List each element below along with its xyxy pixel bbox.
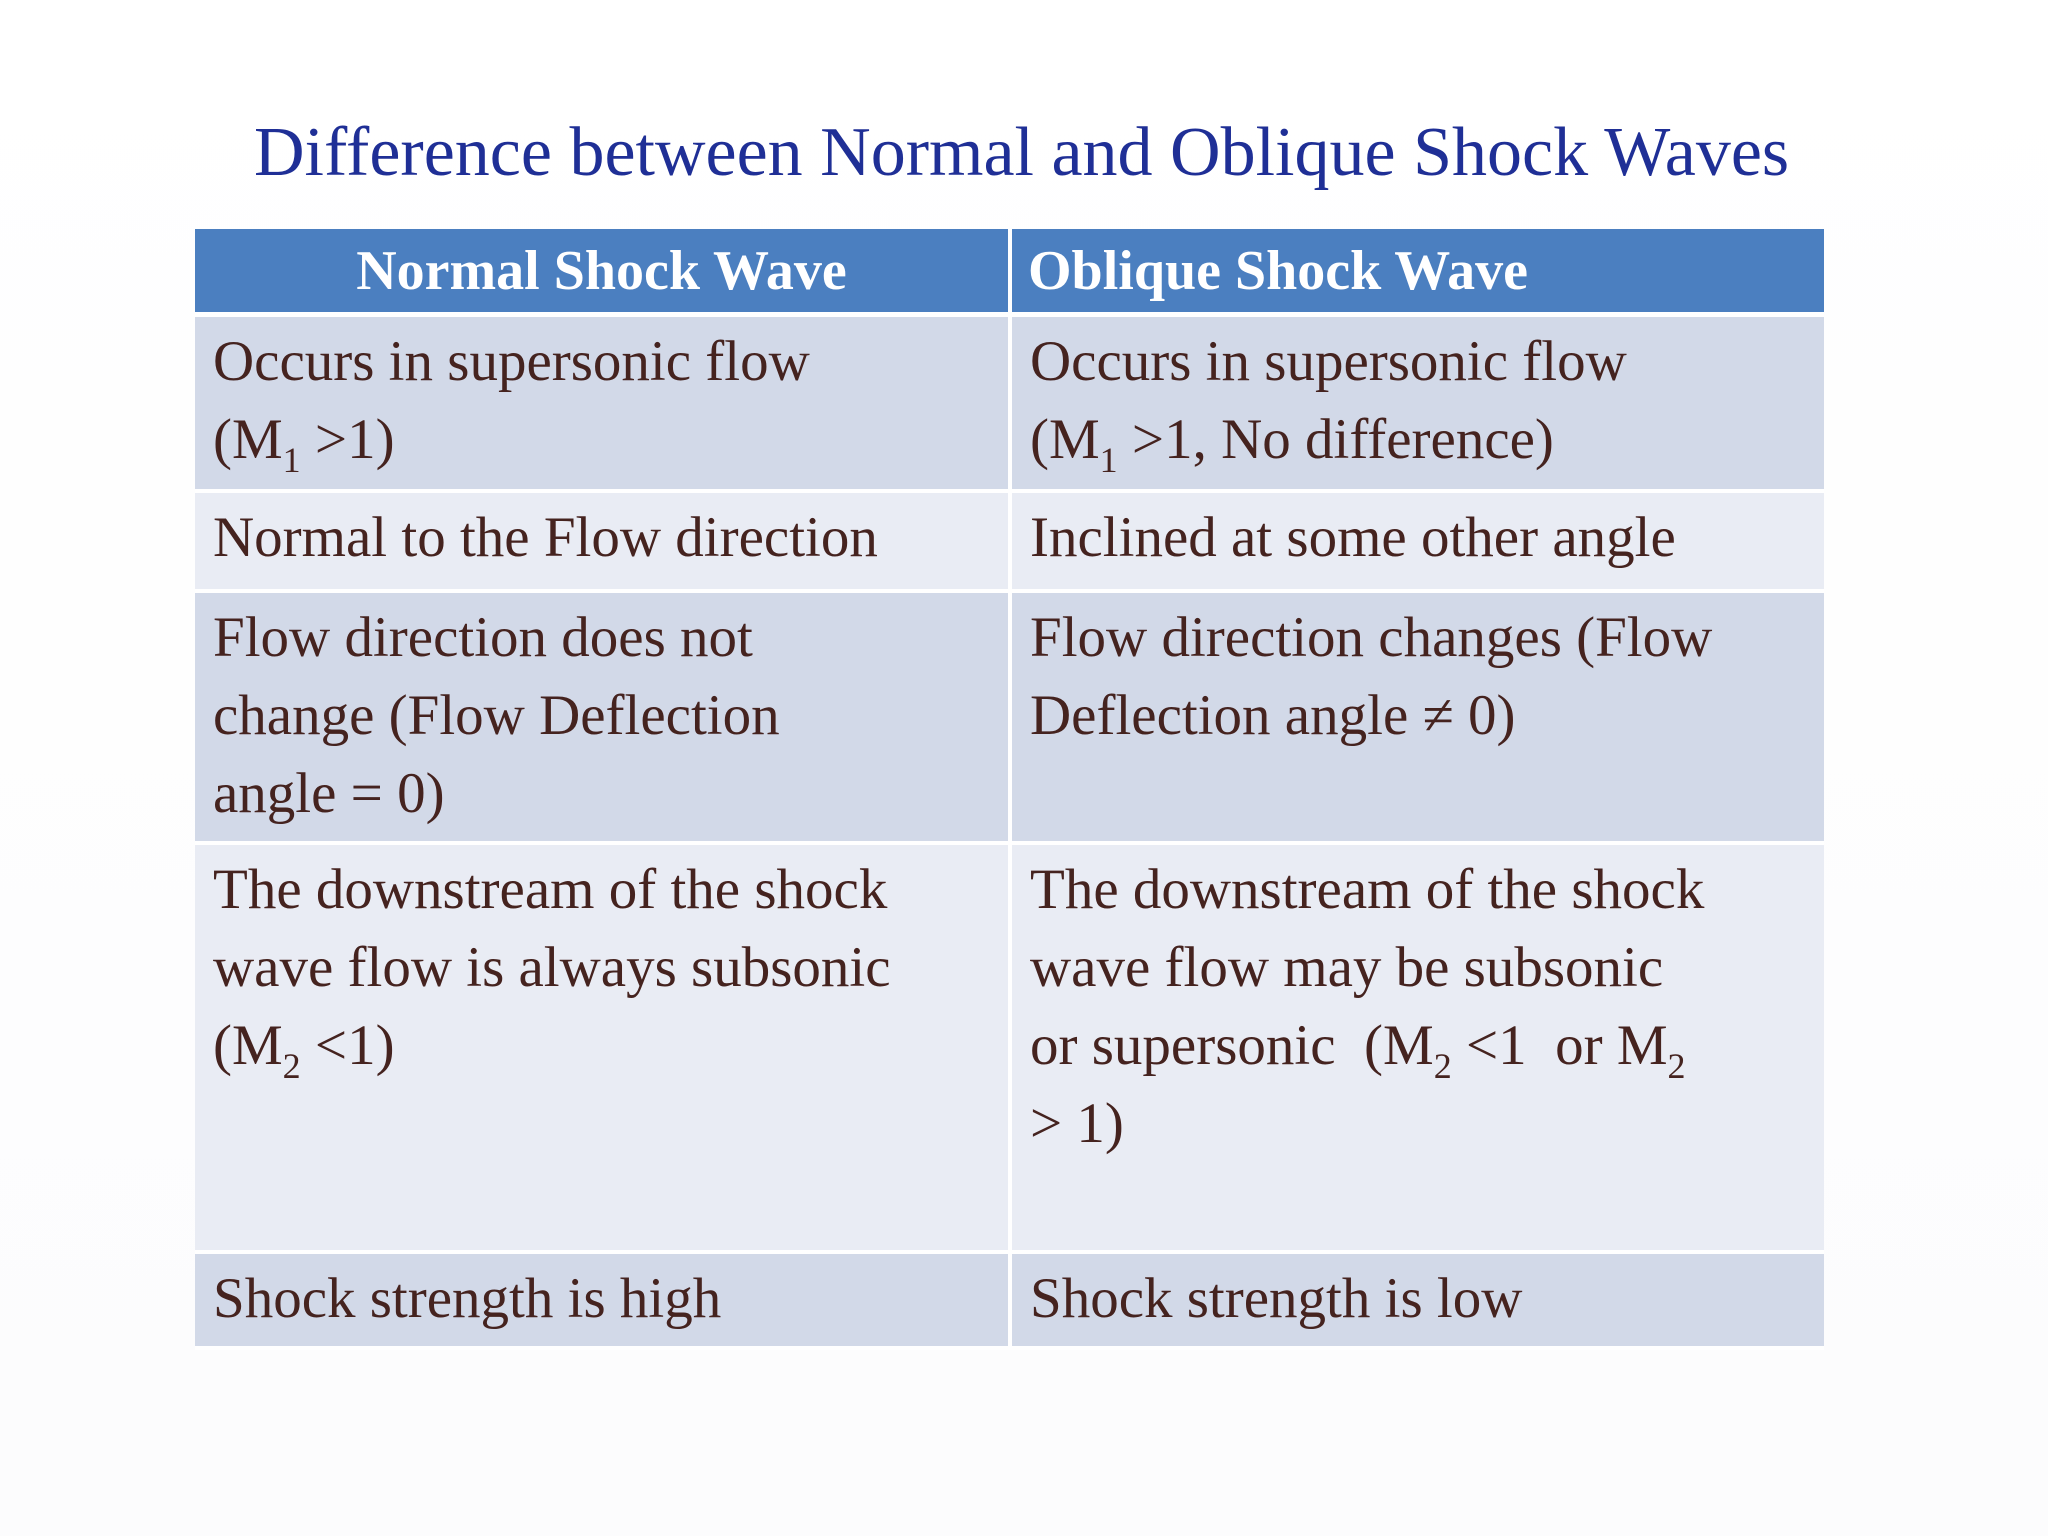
slide-title: Difference between Normal and Oblique Shock Waves xyxy=(254,114,1790,191)
table-row xyxy=(195,491,1824,591)
header-normal-shock: Normal Shock Wave xyxy=(195,229,1010,315)
cell-oblique-occurs: Occurs in supersonic flow ($M_1 >1$, No difference) xyxy=(1010,315,1824,492)
cell-normal-orientation: Normal to the Flow direction xyxy=(195,491,1010,591)
table-row xyxy=(195,1252,1824,1348)
cell-normal-downstream: The downstream of the shock wave flow is always subsonic $(M_2 <1)$ xyxy=(195,843,1010,1252)
table-row xyxy=(195,843,1824,1252)
header-oblique-shock: Oblique Shock Wave xyxy=(1010,229,1824,315)
cell-oblique-orientation: Inclined at some other angle xyxy=(1010,491,1824,591)
cell-normal-flow-direction: Flow direction does not change (Flow Deflection angle = 0) xyxy=(195,591,1010,843)
cell-oblique-downstream: The downstream of the shock wave flow may be subsonic or supersonic ($M_2 <1$ or $M_2$ > 1) xyxy=(1010,843,1824,1252)
cell-oblique-strength: Shock strength is low xyxy=(1010,1252,1824,1348)
table-row xyxy=(195,591,1824,843)
table-row xyxy=(195,315,1824,492)
comparison-table xyxy=(195,229,1824,1350)
table-header-row xyxy=(195,229,1824,315)
cell-normal-strength: Shock strength is high xyxy=(195,1252,1010,1348)
cell-normal-occurs: Occurs in supersonic flow $(M_1 >1)$ xyxy=(195,315,1010,492)
not-equal-icon: ≠ xyxy=(1422,684,1454,747)
cell-oblique-flow-direction: Flow direction changes (Flow Deflection angle ≠ 0) xyxy=(1010,591,1824,843)
